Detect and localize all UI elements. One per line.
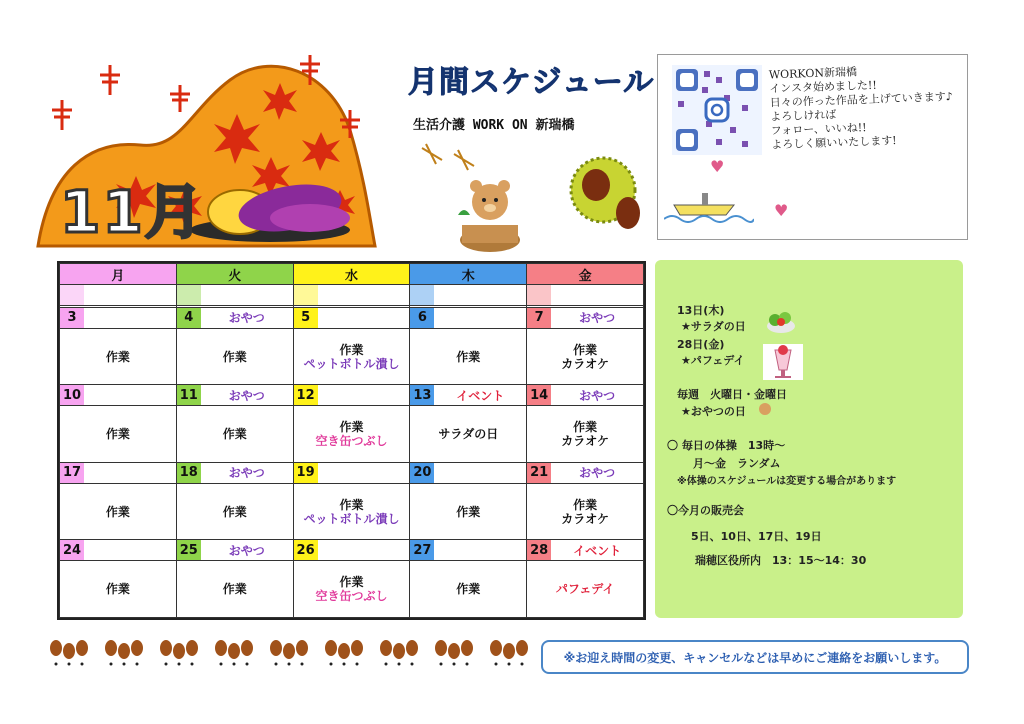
activity-line: 作業 bbox=[456, 582, 481, 597]
day-number bbox=[60, 285, 84, 305]
chestnut-decoration-mark bbox=[516, 640, 528, 656]
day-content bbox=[293, 328, 410, 385]
chestnut-decoration-mark bbox=[131, 640, 143, 656]
day-content bbox=[293, 406, 410, 463]
day-content bbox=[60, 328, 177, 385]
chestnut-foot-mark bbox=[330, 663, 333, 666]
day-number: 14 bbox=[527, 385, 551, 405]
day-number: 12 bbox=[294, 385, 318, 405]
day-number: 27 bbox=[410, 540, 434, 560]
chestnut-decoration-mark bbox=[270, 640, 282, 656]
activity-line: 作業 bbox=[339, 420, 364, 435]
chestnut-decoration-mark bbox=[406, 640, 418, 656]
day-tag: おやつ bbox=[228, 543, 265, 558]
salad-icon bbox=[765, 308, 797, 334]
chestnut-decoration-mark bbox=[215, 640, 227, 656]
day-tag: おやつ bbox=[579, 388, 616, 403]
day-number: 25 bbox=[177, 540, 201, 560]
day-number: 11 bbox=[177, 385, 201, 405]
activity-line: 空き缶つぶし bbox=[315, 589, 388, 604]
chestnut-foot-mark bbox=[521, 663, 524, 666]
weekday-header: 月 bbox=[60, 264, 177, 285]
info-sale-heading: 〇今月の販売会 bbox=[667, 504, 744, 517]
day-content bbox=[176, 483, 293, 540]
qr-code bbox=[672, 65, 762, 155]
info-weekly: 毎週 火曜日・金曜日 bbox=[677, 388, 787, 401]
chestnut-decoration-mark bbox=[50, 640, 62, 656]
day-tag: おやつ bbox=[228, 388, 265, 403]
chestnut-foot-mark bbox=[356, 663, 359, 666]
chestnut-foot-mark bbox=[343, 663, 346, 666]
date-cell bbox=[60, 385, 177, 406]
activity-line: 作業 bbox=[222, 582, 247, 597]
activity-line: 作業 bbox=[339, 575, 364, 590]
day-content bbox=[527, 483, 644, 540]
activity-line: 作業 bbox=[456, 504, 481, 519]
info-exercise-note: ※体操のスケジュールは変更する場合があります bbox=[677, 476, 897, 487]
day-number: 18 bbox=[177, 463, 201, 483]
chestnut-foot-mark bbox=[301, 663, 304, 666]
chestnut-decoration-mark bbox=[325, 640, 337, 656]
day-tag: おやつ bbox=[579, 311, 616, 326]
activity-line: 作業 bbox=[222, 349, 247, 364]
day-number: 5 bbox=[294, 308, 318, 328]
date-cell bbox=[527, 462, 644, 483]
chestnut-decoration-mark bbox=[490, 640, 502, 656]
info-salad-day: ★サラダの日 bbox=[681, 320, 746, 333]
activity-line: カラオケ bbox=[561, 356, 609, 371]
date-cell bbox=[527, 385, 644, 406]
day-content bbox=[410, 406, 527, 463]
chestnut-decoration-mark bbox=[351, 640, 363, 656]
activity-line: ペットボトル潰し bbox=[303, 511, 400, 526]
day-content bbox=[176, 561, 293, 618]
chestnut-decoration-mark bbox=[448, 643, 460, 659]
day-content bbox=[527, 561, 644, 618]
activity-line: カラオケ bbox=[561, 511, 609, 526]
date-cell bbox=[410, 285, 527, 306]
chestnut-decoration-mark bbox=[228, 643, 240, 659]
activity-line: 空き缶つぶし bbox=[315, 434, 388, 449]
day-content bbox=[176, 328, 293, 385]
date-cell bbox=[176, 462, 293, 483]
day-content bbox=[527, 406, 644, 463]
day-number: 21 bbox=[527, 463, 551, 483]
chestnut-decoration-mark bbox=[118, 643, 130, 659]
chestnut-decoration-mark bbox=[63, 643, 75, 659]
activity-line: 作業 bbox=[573, 420, 598, 435]
bear-icon bbox=[450, 170, 530, 255]
day-content bbox=[60, 483, 177, 540]
day-tag: イベント bbox=[456, 388, 505, 403]
day-number: 3 bbox=[60, 308, 84, 328]
chestnut-icon bbox=[558, 145, 648, 240]
date-cell bbox=[527, 307, 644, 328]
day-number: 17 bbox=[60, 463, 84, 483]
date-cell bbox=[60, 307, 177, 328]
date-cell bbox=[293, 540, 410, 561]
day-content bbox=[410, 561, 527, 618]
info-sale-place: 瑞穂区役所内 13：15～14：30 bbox=[695, 554, 867, 567]
info-exercise: 〇 毎日の体操 13時～ bbox=[667, 439, 786, 452]
heart-icon: ♥ bbox=[774, 201, 789, 220]
day-number: 6 bbox=[410, 308, 434, 328]
info-parfait-day: ★パフェデイ bbox=[681, 354, 745, 367]
activity-line: 作業 bbox=[339, 342, 364, 357]
day-content bbox=[410, 483, 527, 540]
info-date-28: 28日(金) bbox=[677, 338, 725, 351]
chestnut-decoration-mark bbox=[241, 640, 253, 656]
chestnut-foot-mark bbox=[123, 663, 126, 666]
day-number: 19 bbox=[294, 463, 318, 483]
parfait-icon bbox=[763, 344, 803, 380]
activity-line: 作業 bbox=[105, 504, 130, 519]
day-number: 7 bbox=[527, 308, 551, 328]
day-number: 10 bbox=[60, 385, 84, 405]
date-cell bbox=[410, 540, 527, 561]
page-subtitle: 生活介護 WORK ON 新瑞橋 bbox=[413, 118, 575, 133]
chestnut-foot-mark bbox=[220, 663, 223, 666]
weekday-header: 水 bbox=[293, 264, 410, 285]
chestnut-decoration-mark bbox=[503, 643, 515, 659]
day-content bbox=[410, 328, 527, 385]
date-cell bbox=[60, 462, 177, 483]
chestnut-border-decoration bbox=[50, 630, 540, 680]
day-content bbox=[293, 483, 410, 540]
chestnut-decoration-mark bbox=[186, 640, 198, 656]
activity-line: 作業 bbox=[573, 342, 598, 357]
chestnut-foot-mark bbox=[398, 663, 401, 666]
activity-line: パフェデイ bbox=[555, 582, 615, 597]
info-date-13: 13日(木) bbox=[677, 304, 725, 317]
info-exercise-days: 月～金 ランダム bbox=[693, 457, 781, 470]
chestnut-decoration-mark bbox=[283, 643, 295, 659]
day-content bbox=[527, 328, 644, 385]
chestnut-decoration-mark bbox=[461, 640, 473, 656]
chestnut-decoration-mark bbox=[105, 640, 117, 656]
chestnut-foot-mark bbox=[178, 663, 181, 666]
page-title: 月間スケジュール bbox=[408, 65, 655, 100]
day-number: 20 bbox=[410, 463, 434, 483]
chestnut-foot-mark bbox=[246, 663, 249, 666]
day-number: 4 bbox=[177, 308, 201, 328]
date-cell bbox=[293, 307, 410, 328]
date-cell bbox=[293, 285, 410, 306]
day-number: 24 bbox=[60, 540, 84, 560]
chestnut-foot-mark bbox=[81, 663, 84, 666]
activity-line: 作業 bbox=[105, 427, 130, 442]
chestnut-foot-mark bbox=[165, 663, 168, 666]
day-number: 28 bbox=[527, 540, 551, 560]
weekday-header: 火 bbox=[176, 264, 293, 285]
activity-line: サラダの日 bbox=[438, 427, 499, 442]
boat-icon bbox=[664, 183, 754, 223]
date-cell bbox=[60, 540, 177, 561]
date-cell bbox=[176, 285, 293, 306]
date-cell bbox=[293, 385, 410, 406]
activity-line: 作業 bbox=[573, 497, 598, 512]
chestnut-foot-mark bbox=[508, 663, 511, 666]
chestnut-foot-mark bbox=[136, 663, 139, 666]
day-number bbox=[177, 285, 201, 305]
instagram-message: WORKON新瑞橋 インスタ始めました!! 日々の作った作品を上げていきます♪ よろしければ フォロー、いいね!! よろしく願いいたします! bbox=[768, 65, 953, 152]
chestnut-decoration-mark bbox=[296, 640, 308, 656]
chestnut-foot-mark bbox=[495, 663, 498, 666]
day-number bbox=[294, 285, 318, 305]
activity-line: 作業 bbox=[222, 427, 247, 442]
chestnut-foot-mark bbox=[68, 663, 71, 666]
chestnut-decoration-mark bbox=[393, 643, 405, 659]
activity-line: 作業 bbox=[105, 582, 130, 597]
chestnut-foot-mark bbox=[55, 663, 58, 666]
chestnut-foot-mark bbox=[288, 663, 291, 666]
day-tag: おやつ bbox=[579, 466, 616, 481]
day-content bbox=[293, 561, 410, 618]
date-cell bbox=[176, 385, 293, 406]
chestnut-decoration-mark bbox=[338, 643, 350, 659]
day-content bbox=[60, 406, 177, 463]
day-number bbox=[410, 285, 434, 305]
day-number: 13 bbox=[410, 385, 434, 405]
date-cell bbox=[410, 307, 527, 328]
activity-line: 作業 bbox=[456, 349, 481, 364]
chestnut-foot-mark bbox=[385, 663, 388, 666]
notice-box: ※お迎え時間の変更、キャンセルなどは早めにご連絡をお願いします。 bbox=[541, 640, 969, 674]
chestnut-decoration-mark bbox=[173, 643, 185, 659]
weekday-header: 金 bbox=[527, 264, 644, 285]
day-number: 26 bbox=[294, 540, 318, 560]
activity-line: ペットボトル潰し bbox=[303, 356, 400, 371]
day-tag: おやつ bbox=[228, 466, 265, 481]
chestnut-decoration-mark bbox=[435, 640, 447, 656]
date-cell bbox=[60, 285, 177, 306]
activity-line: カラオケ bbox=[561, 434, 609, 449]
day-tag: おやつ bbox=[228, 311, 265, 326]
day-content bbox=[60, 561, 177, 618]
date-cell bbox=[527, 285, 644, 306]
activity-line: 作業 bbox=[339, 497, 364, 512]
info-sale-dates: 5日、10日、17日、19日 bbox=[691, 530, 822, 543]
cookie-icon bbox=[759, 403, 771, 415]
heart-icon: ♥ bbox=[710, 157, 725, 176]
day-number bbox=[527, 285, 551, 305]
chestnut-foot-mark bbox=[440, 663, 443, 666]
chestnut-decoration-mark bbox=[380, 640, 392, 656]
weekday-header: 木 bbox=[410, 264, 527, 285]
chestnut-decoration-mark bbox=[76, 640, 88, 656]
chestnut-decoration-mark bbox=[160, 640, 172, 656]
day-content bbox=[176, 406, 293, 463]
date-cell bbox=[410, 462, 527, 483]
date-cell bbox=[176, 307, 293, 328]
chestnut-foot-mark bbox=[453, 663, 456, 666]
chestnut-foot-mark bbox=[466, 663, 469, 666]
date-cell bbox=[293, 462, 410, 483]
chestnut-foot-mark bbox=[233, 663, 236, 666]
month-label: 11月 bbox=[60, 178, 205, 246]
date-cell bbox=[410, 385, 527, 406]
chestnut-foot-mark bbox=[275, 663, 278, 666]
activity-line: 作業 bbox=[105, 349, 130, 364]
info-snack-day: ★おやつの日 bbox=[681, 405, 746, 418]
chestnut-foot-mark bbox=[411, 663, 414, 666]
day-tag: イベント bbox=[573, 543, 622, 558]
instagram-card bbox=[657, 54, 968, 240]
date-cell bbox=[527, 540, 644, 561]
activity-line: 作業 bbox=[222, 504, 247, 519]
date-cell bbox=[176, 540, 293, 561]
chestnut-foot-mark bbox=[191, 663, 194, 666]
calendar-grid bbox=[57, 261, 646, 620]
info-panel bbox=[655, 260, 963, 618]
chestnut-foot-mark bbox=[110, 663, 113, 666]
